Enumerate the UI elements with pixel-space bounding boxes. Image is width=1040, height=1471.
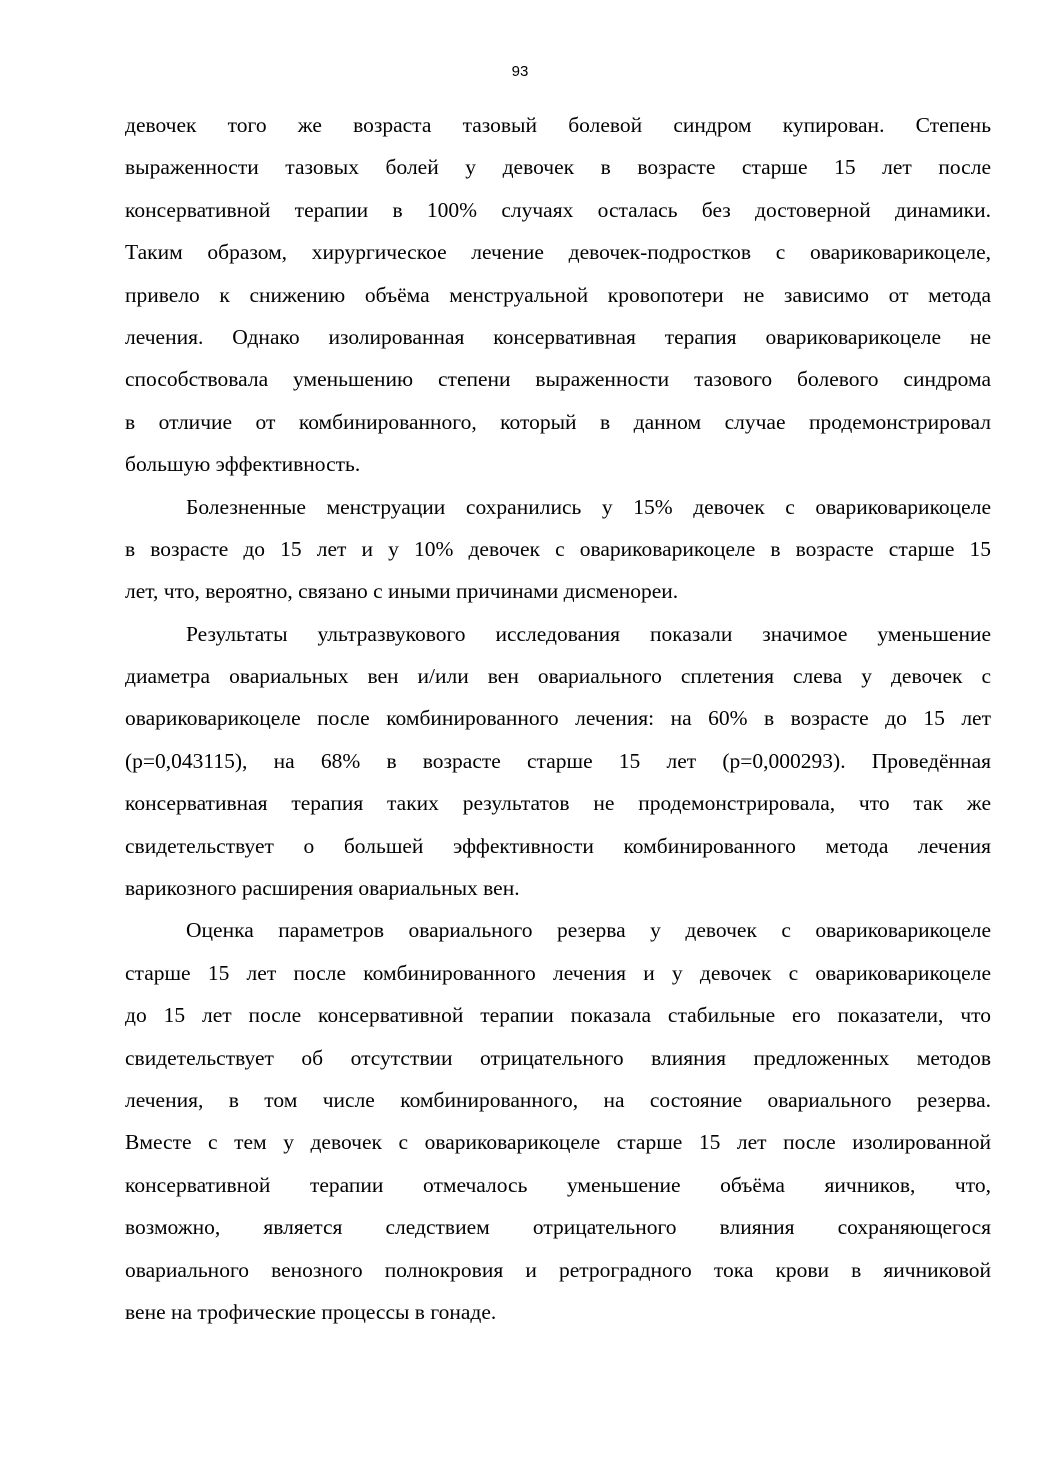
text-line: способствовала уменьшению степени выраженности тазового болевого синдрома (125, 367, 991, 392)
text-line: лет, что, вероятно, связано с иными причинами дисменореи. (125, 579, 679, 604)
text-line: возможно, является следствием отрицательного влияния сохраняющегося (125, 1215, 991, 1240)
text-line: свидетельствует об отсутствии отрицательного влияния предложенных методов (125, 1045, 991, 1070)
text-line: свидетельствует о большей эффективности комбинированного метода лечения (125, 833, 991, 858)
text-line: диаметра овариальных вен и/или вен овариального сплетения слева у девочек с (125, 664, 991, 689)
text-line: овариального венозного полнокровия и ретроградного тока крови в яичниковой (125, 1257, 991, 1282)
paragraph-3 (125, 613, 991, 910)
text-line: до 15 лет после консервативной терапии показала стабильные его показатели, что (125, 1003, 991, 1028)
text-line: варикозного расширения овариальных вен. (125, 876, 520, 901)
text-line: консервативная терапия таких результатов не продемонстрировала, что так же (125, 791, 991, 816)
paragraph-2 (125, 486, 991, 613)
text-line: привело к снижению объёма менструальной кровопотери не зависимо от метода (125, 282, 991, 307)
text-line: овариковарикоцеле после комбинированного лечения: на 60% в возрасте до 15 лет (125, 706, 991, 731)
text-line: старше 15 лет после комбинированного лечения и у девочек с овариковарикоцеле (125, 960, 991, 985)
paragraph-4 (125, 909, 991, 1333)
text-line: выраженности тазовых болей у девочек в возрасте старше 15 лет после (125, 155, 991, 180)
paragraph-1 (125, 104, 991, 486)
page-number: 93 (511, 63, 529, 80)
text-line: вене на трофические процессы в гонаде. (125, 1299, 497, 1324)
text-line: лечения, в том числе комбинированного, на состояние овариального резерва. (125, 1087, 991, 1112)
body-text (125, 104, 991, 1333)
text-line: лечения. Однако изолированная консервативная терапия овариковарикоцеле не (125, 324, 991, 349)
text-line: Таким образом, хирургическое лечение девочек-подростков с овариковарикоцеле, (125, 240, 991, 265)
text-line: Болезненные менструации сохранились у 15% девочек с овариковарикоцеле (186, 494, 991, 519)
text-line: Результаты ультразвукового исследования показали значимое уменьшение (186, 621, 991, 646)
text-line: Оценка параметров овариального резерва у девочек с овариковарикоцеле (186, 918, 991, 943)
text-line: Вместе с тем у девочек с овариковарикоцеле старше 15 лет после изолированной (125, 1130, 991, 1155)
text-line: в возрасте до 15 лет и у 10% девочек с овариковарикоцеле в возрасте старше 15 (125, 536, 991, 561)
text-line: консервативной терапии в 100% случаях осталась без достоверной динамики. (125, 197, 991, 222)
text-line: в отличие от комбинированного, который в данном случае продемонстрировал (125, 409, 991, 434)
text-line: (р=0,043115), на 68% в возрасте старше 15 лет (р=0,000293). Проведённая (125, 748, 991, 773)
text-line: большую эффективность. (125, 452, 361, 477)
text-line: консервативной терапии отмечалось уменьшение объёма яичников, что, (125, 1172, 991, 1197)
text-line: девочек того же возраста тазовый болевой синдром купирован. Степень (125, 113, 991, 137)
